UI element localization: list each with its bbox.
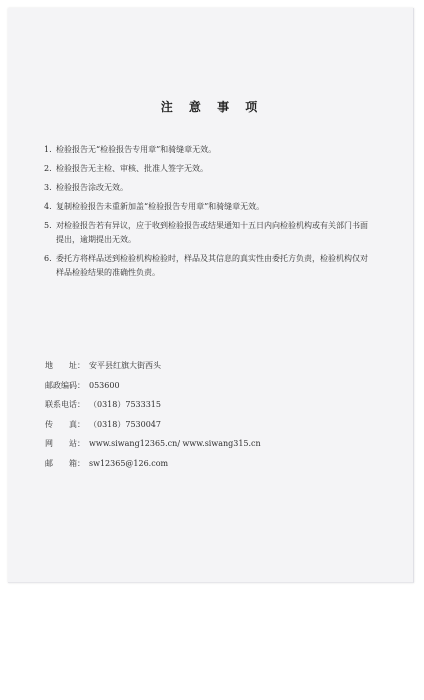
fax-value: （0318）7530047 <box>89 419 161 429</box>
phone-value: （0318）7533315 <box>89 400 161 409</box>
note-number: 5. <box>44 221 52 230</box>
contact-fax <box>45 419 375 431</box>
contact-label: 地 址： <box>45 361 85 370</box>
note-item <box>44 200 374 214</box>
note-item <box>44 219 374 247</box>
contact-label: 传 真： <box>45 419 85 429</box>
contact-postcode <box>45 380 375 392</box>
contact-phone <box>45 399 375 411</box>
contact-address <box>45 360 375 372</box>
note-item <box>44 162 374 176</box>
note-text: 对检验报告若有异议，应于收到检验报告或结果通知十五日内向检验机构或有关部门书面提出，逾期提出无效。 <box>56 221 368 244</box>
note-number: 3. <box>44 183 52 192</box>
note-number: 6. <box>44 254 52 263</box>
contact-email <box>45 458 375 470</box>
note-text: 复制检验报告未重新加盖“检验报告专用章”和骑缝章无效。 <box>56 202 265 211</box>
email-value: sw12365@126.com <box>89 458 169 468</box>
note-item <box>44 252 374 280</box>
contact-label: 联系电话： <box>45 400 85 409</box>
address-value: 安平县红旗大街西头 <box>89 361 161 370</box>
contact-label: 邮政编码： <box>45 380 85 390</box>
note-number: 4. <box>44 202 52 211</box>
note-text: 检验报告无“检验报告专用章”和骑缝章无效。 <box>56 145 217 154</box>
page-title: 注 意 事 项 <box>160 100 264 114</box>
contact-website <box>45 438 375 450</box>
note-number: 1. <box>44 145 52 154</box>
document-page <box>8 8 414 583</box>
contact-label: 邮 箱： <box>45 458 85 468</box>
note-text: 检验报告涂改无效。 <box>56 183 128 192</box>
contact-label: 网 站： <box>45 439 85 448</box>
note-text: 检验报告无主检、审核、批准人签字无效。 <box>56 164 208 173</box>
note-item <box>44 143 374 157</box>
website-value: www.siwang12365.cn/ www.siwang315.cn <box>89 439 261 448</box>
note-item <box>44 181 374 195</box>
contact-info <box>45 360 375 477</box>
note-text: 委托方将样品送到检验机构检验时，样品及其信息的真实性由委托方负责，检验机构仅对样品检验结果的准确性负责。 <box>56 254 368 277</box>
postcode-value: 053600 <box>89 380 120 390</box>
notes-list <box>44 143 374 285</box>
note-number: 2. <box>44 164 52 173</box>
